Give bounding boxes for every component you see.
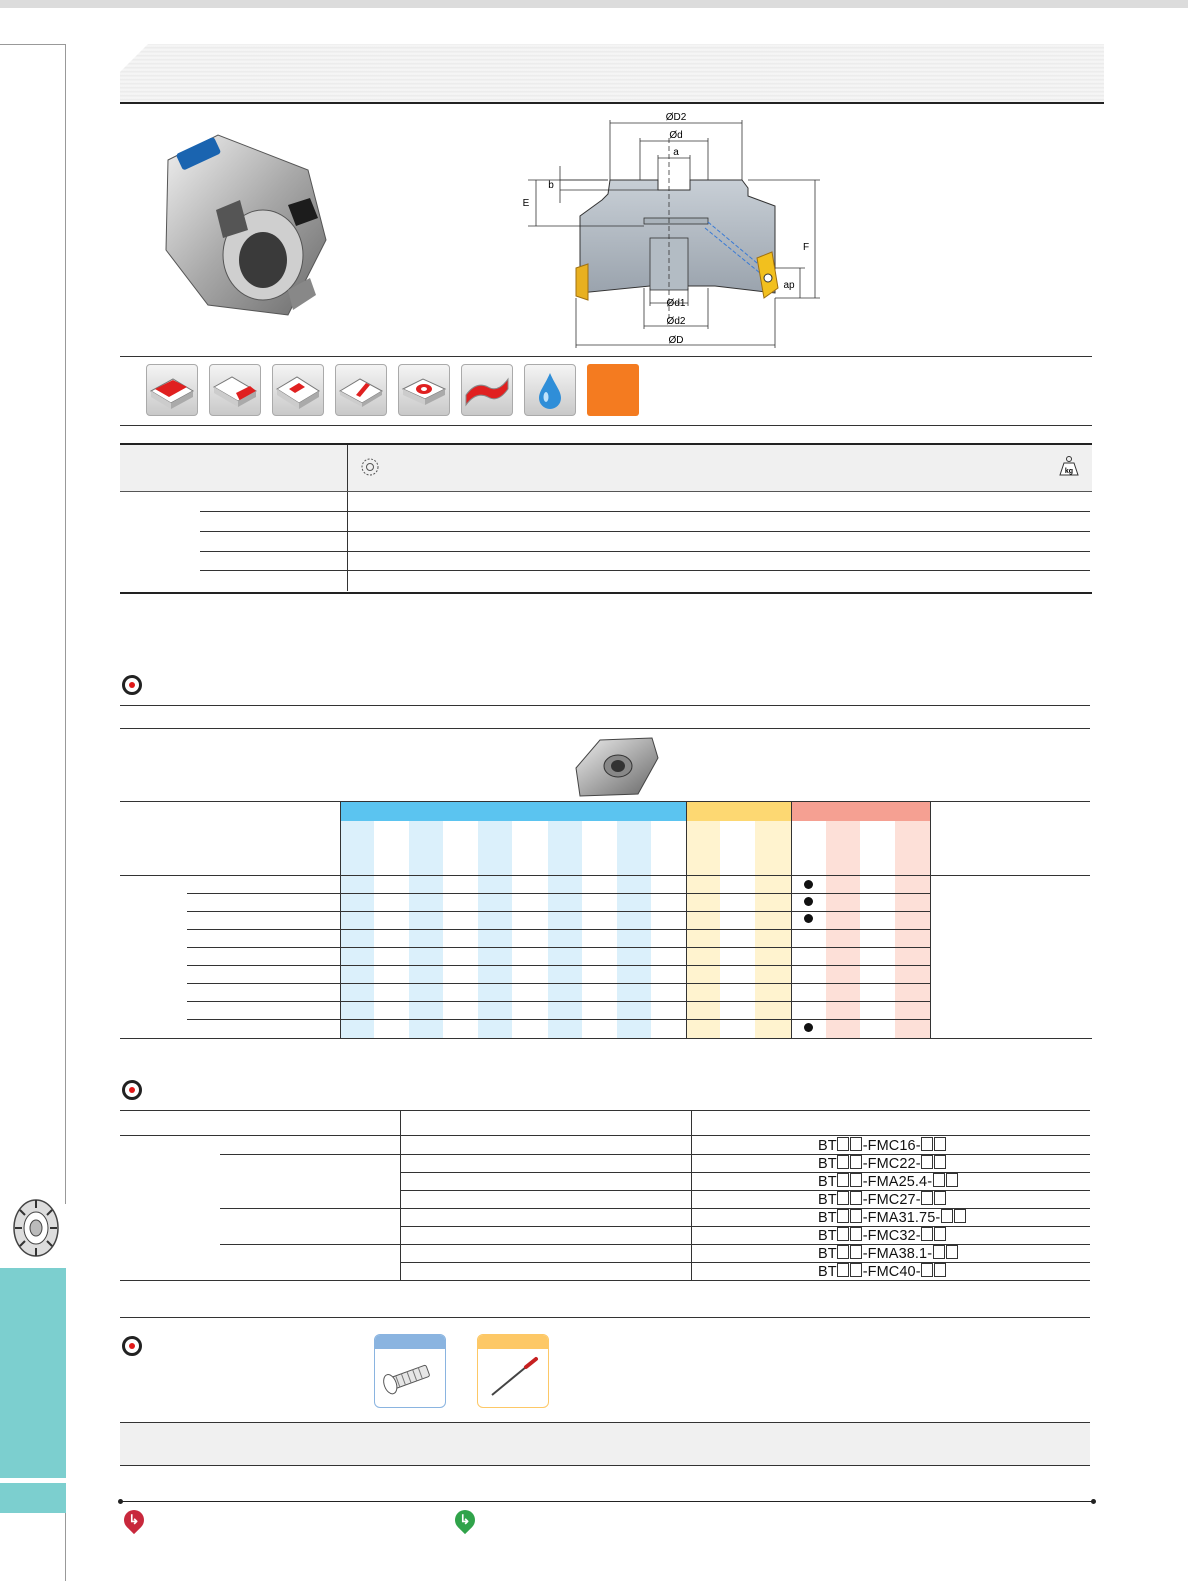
divider [120,705,1090,706]
grade-row-line [187,983,930,984]
group-k-header [791,801,930,821]
holder-code: BT -FMA31.75- [818,1209,966,1226]
dim-D: ØD [668,335,684,346]
holder-code: BT -FMC32- [818,1227,947,1244]
holder-code: BT -FMA25.4- [818,1173,958,1190]
holder-row-line [220,1244,1090,1245]
grade-row-line [187,893,930,894]
availability-dot [804,897,813,906]
dim-a: a [673,147,679,158]
spec-row-line [200,570,1090,571]
holder-code: BT -FMC16- [818,1137,947,1154]
section-tab[interactable] [0,1268,66,1478]
holder-code: BT -FMC40- [818,1263,947,1280]
holder-row-line [400,1190,1090,1191]
spec-table-header [120,443,1092,492]
section-tab-secondary[interactable] [0,1483,66,1513]
dim-D2: ØD2 [665,112,687,123]
grade-row-line [187,1001,930,1002]
ramping-icon [335,364,387,416]
cutter-thumbnail-icon [10,1196,62,1260]
helical-icon [398,364,450,416]
screwdriver-icon [478,1349,548,1407]
grade-row-line [187,965,930,966]
divider [120,728,1090,729]
col-line [930,801,931,1038]
dim-E: E [522,198,530,209]
holder-col-line [691,1111,692,1281]
screw-icon [375,1349,445,1407]
holder-code: BT -FMC27- [818,1191,947,1208]
footer-line-end [118,1499,123,1504]
dim-F: F [802,242,810,253]
dim-b: b [548,180,554,191]
profile-icon [461,364,513,416]
grade-table-bottom [120,1038,1092,1039]
col-line [791,801,792,1038]
grade-header-bottom [120,875,1090,876]
holder-header-bottom [120,1135,1090,1136]
spec-row-line [200,551,1090,552]
grade-table-top [120,801,1090,802]
holder-col-line [400,1111,401,1281]
balance-icon [360,457,380,477]
group-m-header [686,801,791,821]
screw-part-card [374,1334,446,1408]
holder-table-top [120,1110,1090,1111]
side-divider [65,1513,66,1581]
spec-table-bottom [120,592,1092,594]
section-bullet-icon [122,675,142,695]
face-milling-icon [146,364,198,416]
cutter-photo [148,130,333,325]
title-banner [120,44,1104,104]
grade-row-line [187,947,930,948]
spec-row-line [200,531,1090,532]
grade-row-line [187,929,930,930]
availability-dot [804,1023,813,1032]
reference-link-icon[interactable]: ↳ [120,1506,148,1534]
wrench-part-card [477,1334,549,1408]
spec-row-line [120,491,1092,492]
holder-table-bottom [120,1280,1090,1281]
grade-table [120,801,1092,1039]
divider [120,356,1092,357]
holder-row-line [220,1154,1090,1155]
dimension-drawing [520,108,840,353]
col-line [686,801,687,1038]
holder-row-line [400,1172,1090,1173]
coolant-icon [524,364,576,416]
footer-line [120,1501,1094,1502]
dim-d: Ød [669,130,683,141]
grade-row-line [187,911,930,912]
insert-photo [568,734,660,802]
availability-dot [804,880,813,889]
grade-color-tile [587,364,639,416]
shoulder-milling-icon [209,364,261,416]
spec-row-line [200,511,1090,512]
note-box [120,1422,1090,1466]
section-bullet-icon [122,1080,142,1100]
divider [120,1317,1090,1318]
col-line [340,801,341,1038]
holder-code: BT -FMA38.1- [818,1245,958,1262]
grade-row-line [187,1019,930,1020]
availability-dot [804,914,813,923]
holder-row-line [400,1226,1090,1227]
side-panel [0,44,66,1204]
holder-code: BT -FMC22- [818,1155,947,1172]
weight-icon-label: kg [1064,468,1074,475]
dim-ap: ap [783,280,795,291]
top-bar [0,0,1188,8]
section-bullet-icon [122,1336,142,1356]
holder-row-line [400,1262,1090,1263]
weight-icon [1054,455,1084,477]
footer-line-end [1091,1499,1096,1504]
slotting-icon [272,364,324,416]
divider [120,425,1092,426]
group-p-header [341,801,686,821]
dim-d2: Ød2 [666,316,686,327]
reference-link-icon-green[interactable]: ↳ [451,1506,479,1534]
dim-d1: Ød1 [666,298,686,309]
